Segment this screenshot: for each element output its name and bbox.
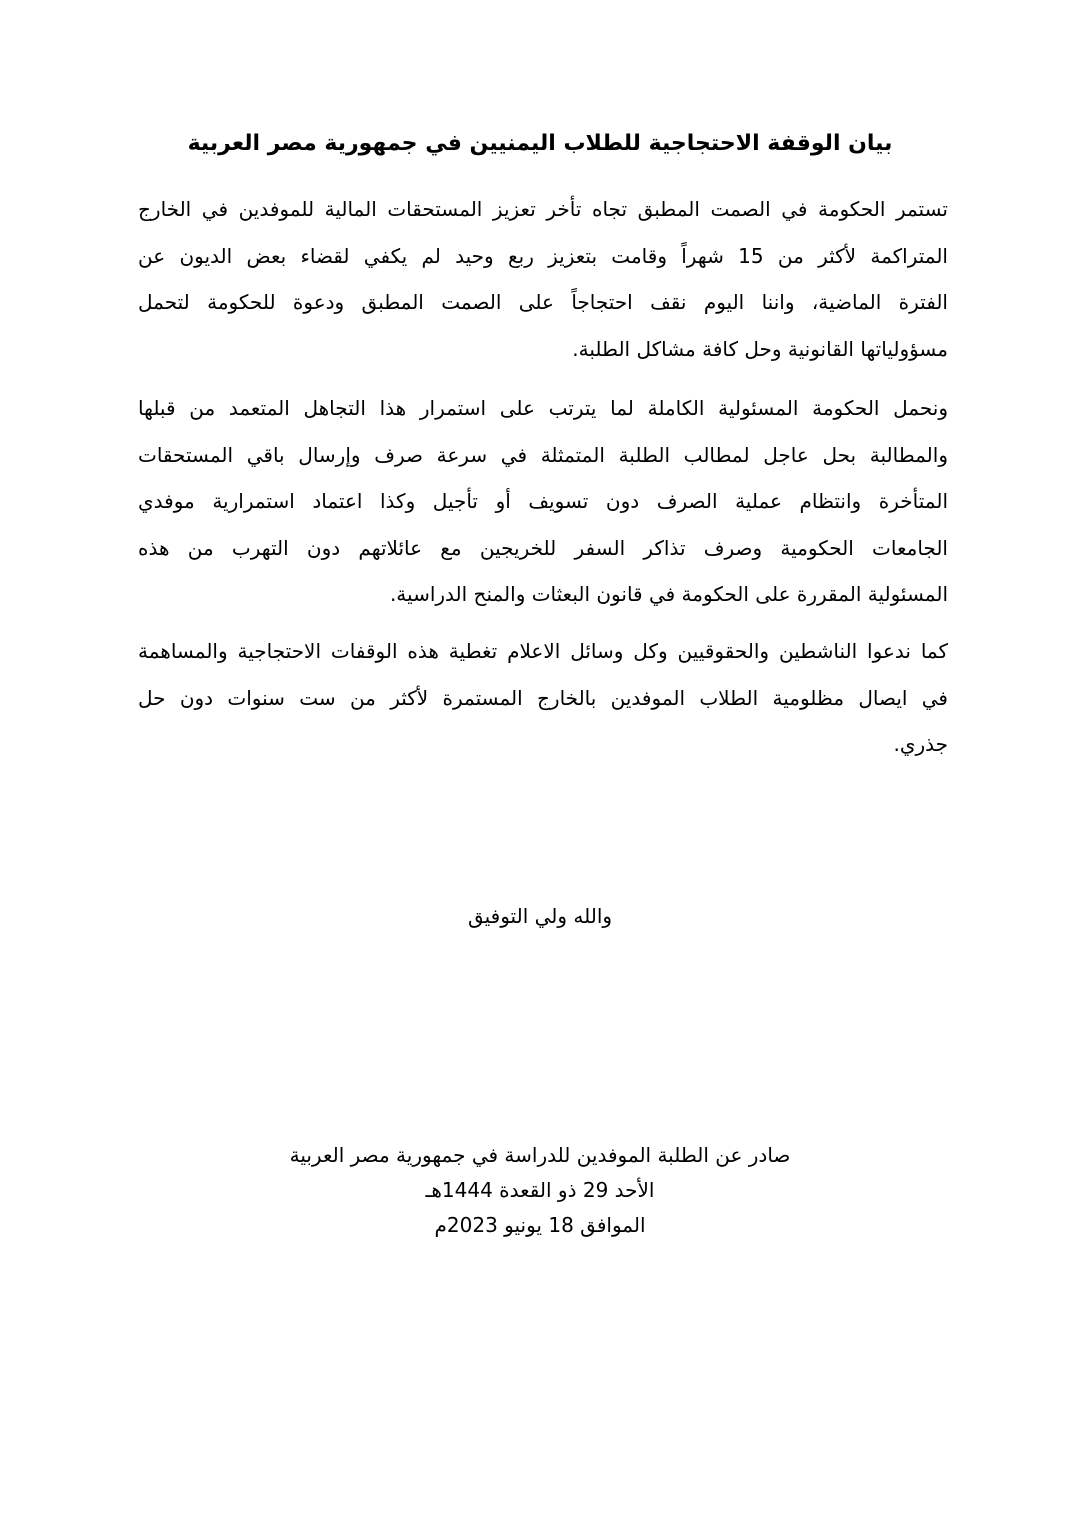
- document-title: بيان الوقفة الاحتجاجية للطلاب اليمنيين في جمهورية مصر العربية: [187, 131, 893, 156]
- paragraph-2: [138, 385, 948, 618]
- footer-issuer: صادر عن الطلبة الموفدين للدراسة في جمهورية مصر العربية: [289, 1143, 791, 1167]
- paragraph-2-line-3: المتأخرة وانتظام عملية الصرف دون تسويف أو تأجيل وكذا اعتماد استمرارية موفدي: [138, 489, 948, 513]
- paragraph-3-line-3: جذري.: [893, 732, 948, 756]
- paragraph-3-line-2: في ايصال مظلومية الطلاب الموفدين بالخارج المستمرة لأكثر من ست سنوات دون حل: [138, 685, 948, 710]
- paragraph-1: [138, 186, 948, 372]
- paragraph-1-line-4: مسؤولياتها القانونية وحل كافة مشاكل الطلبة.: [572, 336, 948, 361]
- paragraph-3-line-1: كما ندعوا الناشطين والحقوقيين وكل وسائل الاعلام تغطية هذه الوقفات الاحتجاجية والمساهمة: [138, 639, 948, 663]
- footer-gregorian-date: الموافق 18 يونيو 2023م: [434, 1213, 646, 1237]
- paragraph-3: [138, 628, 948, 768]
- paragraph-2-line-4: الجامعات الحكومية وصرف تذاكر السفر للخريجين مع عائلاتهم دون التهرب من هذه: [138, 535, 948, 560]
- paragraph-2-line-1: ونحمل الحكومة المسئولية الكاملة لما يترتب على استمرار هذا التجاهل المتعمد من قبلها: [138, 396, 948, 420]
- footer-block: [0, 1138, 1080, 1243]
- paragraph-1-line-1: تستمر الحكومة في الصمت المطبق تجاه تأخر تعزيز المستحقات المالية للموفدين في الخارج: [138, 197, 948, 221]
- paragraph-1-line-3: الفترة الماضية، واننا اليوم نقف احتجاجاً على الصمت المطبق ودعوة للحكومة لتحمل: [138, 290, 948, 314]
- paragraph-2-line-5: المسئولية المقررة على الحكومة في قانون البعثات والمنح الدراسية.: [389, 582, 948, 606]
- paragraph-2-line-2: والمطالبة بحل عاجل لمطالب الطلبة المتمثلة في سرعة صرف وإرسال باقي المستحقات: [138, 442, 948, 467]
- footer-hijri-date: الأحد 29 ذو القعدة 1444هـ: [425, 1178, 655, 1202]
- paragraph-1-line-2: المتراكمة لأكثر من 15 شهراً وقامت بتعزيز ربع وحيد لم يكفي لقضاء بعض الديون عن: [138, 243, 948, 268]
- closing-blessing: والله ولي التوفيق: [467, 904, 613, 928]
